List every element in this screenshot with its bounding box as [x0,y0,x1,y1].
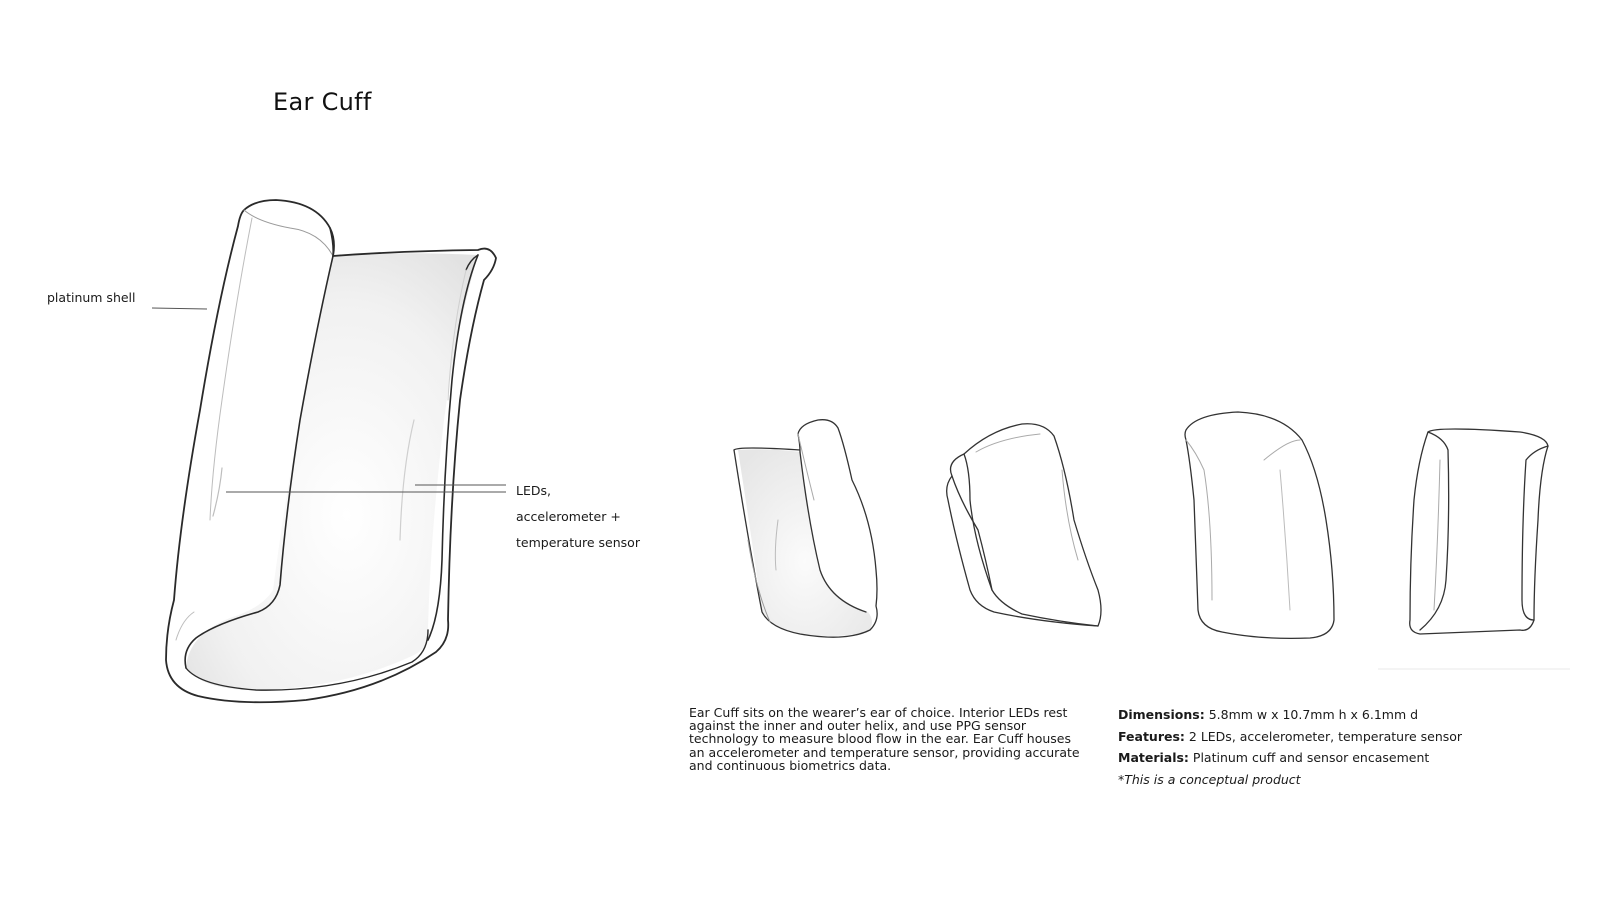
ear-cuff-view-3 [1185,412,1334,638]
spec-materials-value: Platinum cuff and sensor encasement [1192,750,1430,765]
callout-platinum-shell: platinum shell [47,290,136,305]
ear-cuff-view-4 [1410,429,1548,634]
spec-features-value: 2 LEDs, accelerometer, temperature sensor [1188,728,1463,744]
spec-materials [1118,750,1558,772]
conceptual-note: *This is a conceptual product [1118,771,1301,787]
callout-leds-line-2: accelerometer + [516,509,621,524]
callout-leds-sensors [516,471,640,562]
ear-cuff-main-illustration [166,200,496,702]
callout-leds-line-3: temperature sensor [516,535,640,550]
spec-dimensions [1118,707,1558,729]
ear-cuff-view-2 [947,424,1101,626]
callout-leds-line-1: LEDs, [516,483,551,498]
spec-list [1118,707,1558,787]
spec-features-label: Features: [1118,728,1185,744]
product-description: Ear Cuff sits on the wearer’s ear of choice. Interior LEDs rest against the inner and outer helix, and use PPG sensor technology to measure blood flow in the ear. Ear Cuff houses an accelerometer and temperature sensor, providing accurate and continuous biometrics data. [689,705,1080,773]
spec-dimensions-label: Dimensions: [1118,707,1205,722]
spec-dimensions-value: 5.8mm w x 10.7mm h x 6.1mm d [1208,707,1419,722]
page-title: Ear Cuff [273,88,372,116]
spec-features [1118,729,1558,751]
shell-leader-line [152,308,207,309]
ear-cuff-view-1 [734,420,877,638]
spec-materials-label: Materials: [1118,750,1189,765]
